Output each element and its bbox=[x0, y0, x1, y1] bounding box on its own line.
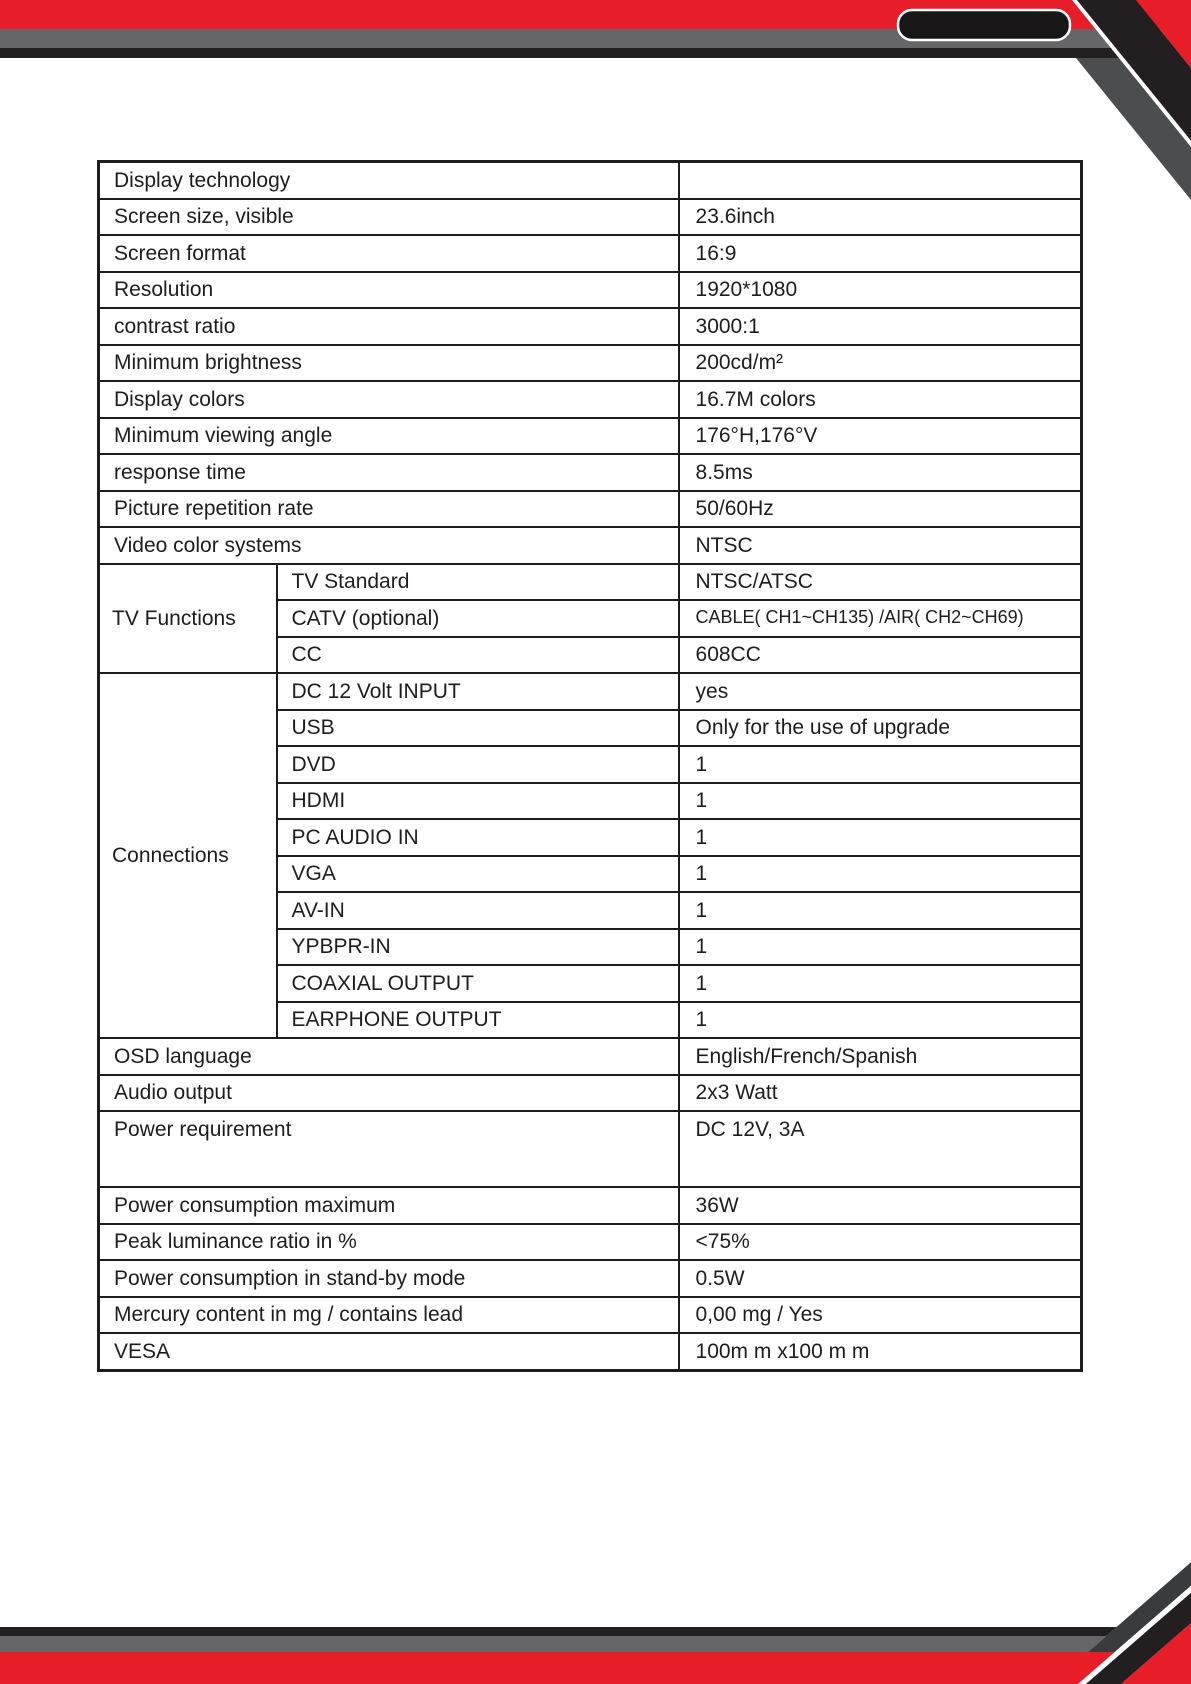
header-red-band bbox=[0, 0, 1191, 29]
header-black-stripe bbox=[1077, 0, 1191, 141]
spec-value-cell: 16.7M colors bbox=[679, 381, 1082, 418]
spec-label-cell: CATV (optional) bbox=[277, 600, 679, 637]
spec-label-cell: HDMI bbox=[277, 783, 679, 820]
spec-label-cell: Resolution bbox=[99, 272, 679, 309]
spec-value-cell: 1 bbox=[679, 1002, 1082, 1039]
spec-value-cell: 200cd/m² bbox=[679, 345, 1082, 382]
spec-table bbox=[97, 160, 1083, 1372]
spec-value-cell: Only for the use of upgrade bbox=[679, 710, 1082, 747]
spec-label-cell: Minimum brightness bbox=[99, 345, 679, 382]
spec-value-cell: 1 bbox=[679, 965, 1082, 1002]
spec-label-cell: USB bbox=[277, 710, 679, 747]
header-red-corner bbox=[1136, 0, 1191, 68]
spec-label-cell: TV Standard bbox=[277, 564, 679, 601]
spec-label-cell: Video color systems bbox=[99, 527, 679, 564]
footer-red-corner bbox=[1121, 1623, 1191, 1684]
spec-value-cell: 1920*1080 bbox=[679, 272, 1082, 309]
spec-label-cell: COAXIAL OUTPUT bbox=[277, 965, 679, 1002]
spec-value-cell: 8.5ms bbox=[679, 454, 1082, 491]
spec-value-cell bbox=[679, 162, 1082, 199]
spec-label-cell: YPBPR-IN bbox=[277, 929, 679, 966]
spec-label-cell: Display colors bbox=[99, 381, 679, 418]
spec-value-cell: 0.5W bbox=[679, 1260, 1082, 1297]
spec-label-cell: contrast ratio bbox=[99, 308, 679, 345]
spec-value-cell: 2x3 Watt bbox=[679, 1075, 1082, 1112]
spec-label-cell: OSD language bbox=[99, 1038, 679, 1075]
header-pill-badge bbox=[898, 10, 1070, 40]
table-row bbox=[99, 491, 1082, 528]
footer-red-band bbox=[0, 1652, 1123, 1684]
table-row bbox=[99, 1038, 1082, 1075]
spec-label-cell: VESA bbox=[99, 1333, 679, 1370]
spec-value-cell: CABLE( CH1~CH135) /AIR( CH2~CH69) bbox=[679, 600, 1082, 637]
spec-value-cell: NTSC/ATSC bbox=[679, 564, 1082, 601]
spec-value-cell: yes bbox=[679, 673, 1082, 710]
table-row bbox=[99, 1111, 1082, 1187]
table-row bbox=[99, 1075, 1082, 1112]
spec-label-cell: EARPHONE OUTPUT bbox=[277, 1002, 679, 1039]
spec-label-cell: Power consumption in stand-by mode bbox=[99, 1260, 679, 1297]
table-row bbox=[99, 454, 1082, 491]
spec-value-cell: 3000:1 bbox=[679, 308, 1082, 345]
spec-value-cell: 1 bbox=[679, 783, 1082, 820]
spec-label-cell: Screen size, visible bbox=[99, 199, 679, 236]
table-row bbox=[99, 1260, 1082, 1297]
spec-label-cell: response time bbox=[99, 454, 679, 491]
table-row bbox=[99, 162, 1082, 199]
spec-value-cell: NTSC bbox=[679, 527, 1082, 564]
spec-group-cell: Connections bbox=[99, 673, 277, 1038]
footer-white-slash bbox=[1078, 1586, 1191, 1684]
table-row bbox=[99, 308, 1082, 345]
header-white-slash bbox=[1072, 0, 1191, 147]
footer-dark-band bbox=[0, 1627, 1117, 1636]
spec-label-cell: Picture repetition rate bbox=[99, 491, 679, 528]
table-row bbox=[99, 345, 1082, 382]
spec-value-cell: 36W bbox=[679, 1187, 1082, 1224]
spec-label-cell: Audio output bbox=[99, 1075, 679, 1112]
table-row bbox=[99, 1187, 1082, 1224]
spec-value-cell: 1 bbox=[679, 819, 1082, 856]
spec-table-body bbox=[99, 162, 1082, 1371]
spec-value-cell: 0,00 mg / Yes bbox=[679, 1297, 1082, 1334]
spec-group-cell: TV Functions bbox=[99, 564, 277, 674]
spec-value-cell: 16:9 bbox=[679, 235, 1082, 272]
footer-charcoal-stripe bbox=[1051, 1562, 1191, 1684]
footer-black-stripe bbox=[1086, 1593, 1191, 1684]
spec-label-cell: PC AUDIO IN bbox=[277, 819, 679, 856]
spec-label-cell: DVD bbox=[277, 746, 679, 783]
spec-label-cell: VGA bbox=[277, 856, 679, 893]
spec-label-cell: Mercury content in mg / contains lead bbox=[99, 1297, 679, 1334]
spec-label-cell: Minimum viewing angle bbox=[99, 418, 679, 455]
spec-label-cell: Screen format bbox=[99, 235, 679, 272]
table-row bbox=[99, 1297, 1082, 1334]
spec-label-cell: Power requirement bbox=[99, 1111, 679, 1187]
header-gray-band bbox=[0, 29, 1117, 48]
table-row bbox=[99, 1224, 1082, 1261]
spec-value-cell: DC 12V, 3A bbox=[679, 1111, 1082, 1187]
spec-value-cell: English/French/Spanish bbox=[679, 1038, 1082, 1075]
spec-label-cell: CC bbox=[277, 637, 679, 674]
spec-value-cell: 1 bbox=[679, 856, 1082, 893]
table-row bbox=[99, 1333, 1082, 1370]
footer-gray-band bbox=[0, 1636, 1106, 1652]
spec-label-cell: Peak luminance ratio in % bbox=[99, 1224, 679, 1261]
table-row bbox=[99, 199, 1082, 236]
footer-stripe-decoration bbox=[0, 1474, 1191, 1684]
spec-label-cell: DC 12 Volt INPUT bbox=[277, 673, 679, 710]
table-row bbox=[99, 673, 1082, 710]
spec-value-cell: 176°H,176°V bbox=[679, 418, 1082, 455]
spec-value-cell: 608CC bbox=[679, 637, 1082, 674]
spec-value-cell: 1 bbox=[679, 929, 1082, 966]
spec-value-cell: <75% bbox=[679, 1224, 1082, 1261]
table-row bbox=[99, 381, 1082, 418]
table-row bbox=[99, 564, 1082, 601]
spec-value-cell: 100m m x100 m m bbox=[679, 1333, 1082, 1370]
table-row bbox=[99, 527, 1082, 564]
spec-label-cell: Display technology bbox=[99, 162, 679, 199]
header-dark-band bbox=[0, 48, 1125, 58]
spec-value-cell: 50/60Hz bbox=[679, 491, 1082, 528]
table-row bbox=[99, 418, 1082, 455]
table-row bbox=[99, 235, 1082, 272]
spec-value-cell: 23.6inch bbox=[679, 199, 1082, 236]
spec-label-cell: Power consumption maximum bbox=[99, 1187, 679, 1224]
table-row bbox=[99, 272, 1082, 309]
spec-value-cell: 1 bbox=[679, 746, 1082, 783]
spec-label-cell: AV-IN bbox=[277, 892, 679, 929]
spec-value-cell: 1 bbox=[679, 892, 1082, 929]
